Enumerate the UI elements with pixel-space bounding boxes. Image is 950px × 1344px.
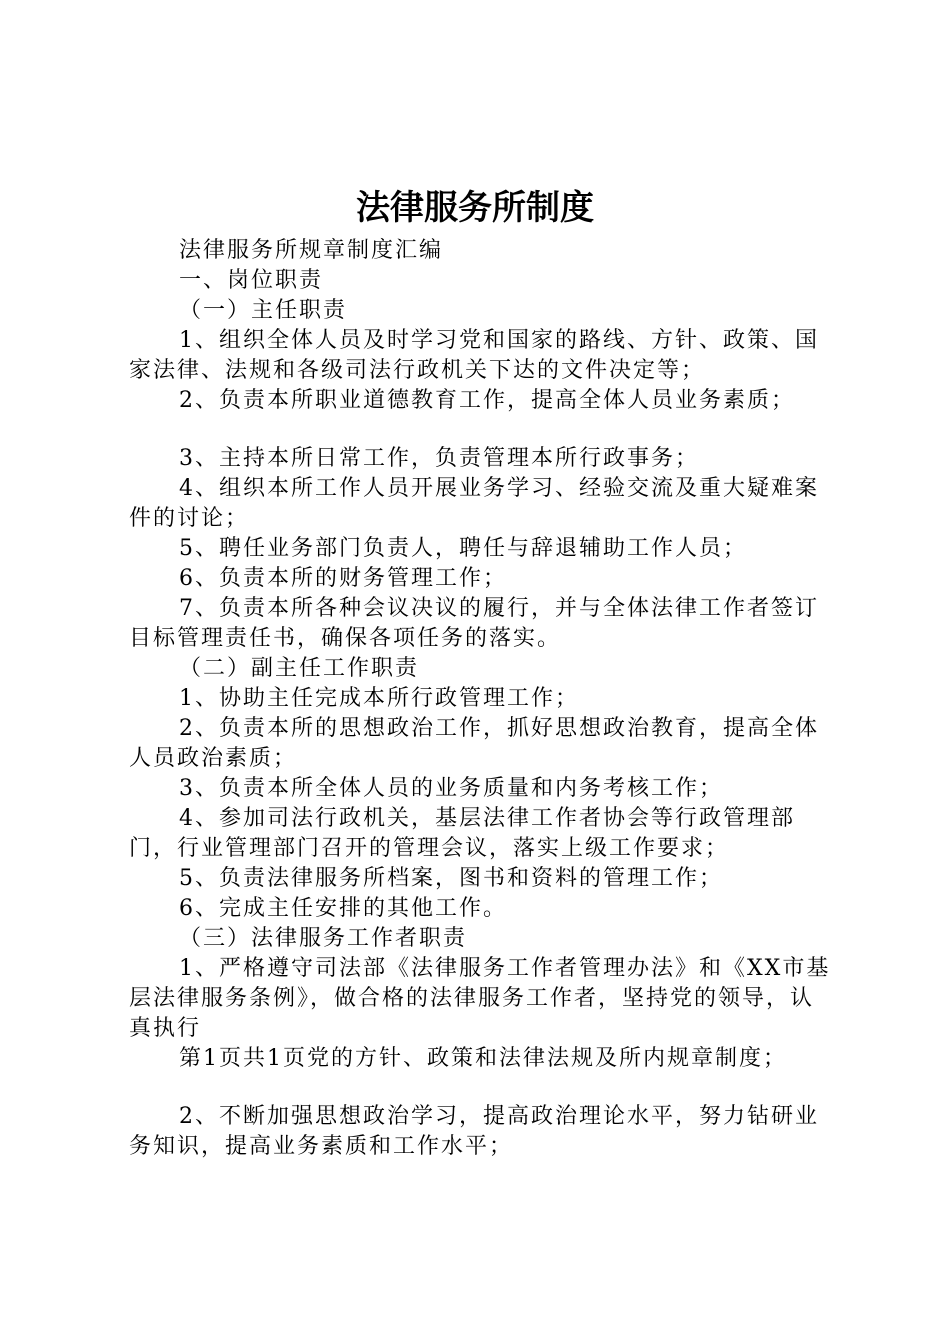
paragraph: 5、负责法律服务所档案，图书和资料的管理工作； [179, 866, 723, 891]
section-heading: 一、岗位职责 [179, 268, 324, 293]
paragraph: 2、负责本所职业道德教育工作，提高全体人员业务素质； [179, 388, 795, 413]
paragraph: 2、不断加强思想政治学习，提高政治理论水平，努力钻研业务知识，提高业务素质和工作水平； [129, 1104, 819, 1159]
subtitle: 法律服务所规章制度汇编 [179, 238, 444, 263]
paragraph: 2、负责本所的思想政治工作，抓好思想政治教育，提高全体人员政治素质； [129, 716, 819, 771]
paragraph: 7、负责本所各种会议决议的履行，并与全体法律工作者签订目标管理责任书，确保各项任务的落实。 [129, 596, 819, 651]
paragraph: 1、协助主任完成本所行政管理工作； [179, 686, 579, 711]
paragraph: 5、聘任业务部门负责人，聘任与辞退辅助工作人员； [179, 536, 747, 561]
paragraph: 3、负责本所全体人员的业务质量和内务考核工作； [179, 776, 723, 801]
paragraph: 1、严格遵守司法部《法律服务工作者管理办法》和《XX市基层法律服务条例》，做合格的法律服务工作者，坚持党的领导，认真执行 [129, 956, 831, 1041]
subsection-heading: （一）主任职责 [179, 298, 348, 323]
paragraph: 1、组织全体人员及时学习党和国家的路线、方针、政策、国家法律、法规和各级司法行政机关下达的文件决定等； [129, 328, 819, 383]
subsection-heading: （三）法律服务工作者职责 [179, 926, 468, 951]
document-body [129, 236, 834, 1162]
paragraph: 6、完成主任安排的其他工作。 [179, 896, 507, 921]
paragraph: 4、组织本所工作人员开展业务学习、经验交流及重大疑难案件的讨论； [129, 476, 819, 531]
page-footer-line: 第1页共1页党的方针、政策和法律法规及所内规章制度； [179, 1046, 787, 1071]
document-title: 法律服务所制度 [356, 188, 594, 228]
spacer [129, 416, 834, 444]
spacer [129, 1074, 834, 1102]
paragraph: 6、负责本所的财务管理工作； [179, 566, 507, 591]
subsection-heading: （二）副主任工作职责 [179, 656, 420, 681]
paragraph: 4、参加司法行政机关，基层法律工作者协会等行政管理部门，行业管理部门召开的管理会议，落实上级工作要求； [129, 806, 795, 861]
paragraph: 3、主持本所日常工作，负责管理本所行政事务； [179, 446, 699, 471]
